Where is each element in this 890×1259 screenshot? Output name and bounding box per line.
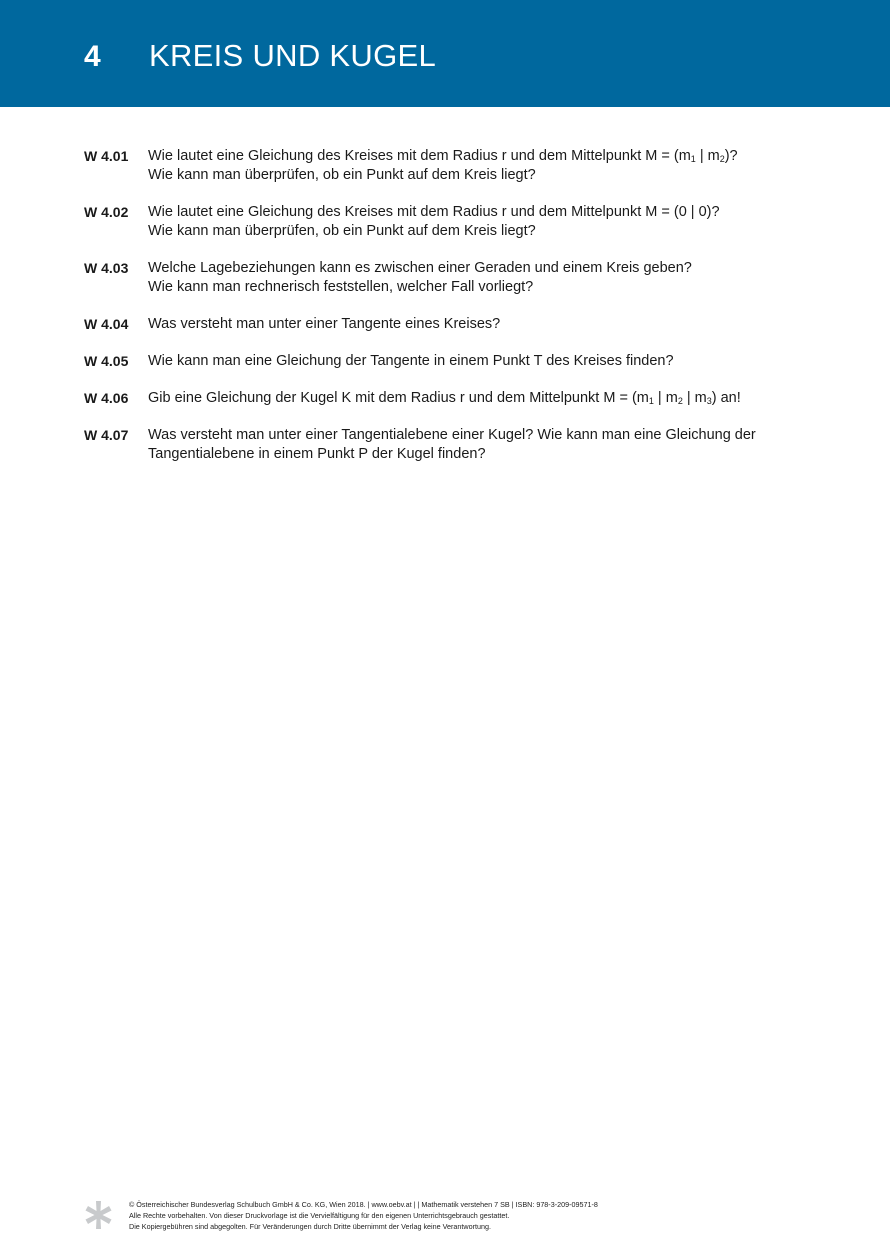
subscript: 3 [706, 396, 712, 406]
subscript: 1 [690, 154, 696, 164]
question-text-part: ) an! [711, 390, 741, 406]
question-line-2: Wie kann man überprüfen, ob ein Punkt auf dem Kreis liegt? [148, 166, 536, 183]
question-text [148, 315, 788, 334]
question-line-2: Wie kann man überprüfen, ob ein Punkt auf dem Kreis liegt? [148, 222, 536, 239]
question-text [148, 352, 788, 371]
chapter-title: KREIS UND KUGEL [149, 38, 437, 73]
question-text [148, 147, 788, 184]
question-text-part: )? [724, 148, 738, 164]
subscript: 2 [719, 154, 725, 164]
footer-line-1: © Österreichischer Bundesverlag Schulbuch GmbH & Co. KG, Wien 2018. | www.oebv.at | | Mathematik verstehen 7 SB | ISBN: 978-3-209-09571-8 [129, 1200, 598, 1209]
question-line-1 [148, 389, 788, 408]
publisher-logo-icon [82, 1200, 114, 1232]
question-line-2: Wie kann man rechnerisch feststellen, welcher Fall vorliegt? [148, 278, 534, 295]
question-text-part: | m [682, 390, 707, 406]
question-id: W 4.04 [84, 316, 129, 332]
question-text [148, 259, 788, 296]
question-line-1: Wie kann man eine Gleichung der Tangente in einem Punkt T des Kreises finden? [148, 353, 674, 369]
question-id: W 4.02 [84, 204, 129, 220]
footer-line-3: Die Kopiergebühren sind abgegolten. Für Veränderungen durch Dritte übernimmt der Verlag keine Verantwortung. [129, 1222, 491, 1231]
question-text [148, 426, 788, 463]
question-text [148, 389, 788, 408]
question-line-1: Welche Lagebeziehungen kann es zwischen einer Geraden und einem Kreis geben? [148, 260, 692, 276]
question-id: W 4.03 [84, 260, 129, 276]
question-line-1: Wie lautet eine Gleichung des Kreises mit dem Radius r und dem Mittelpunkt M = (0 | 0)? [148, 204, 720, 220]
question-text-part: Wie lautet eine Gleichung des Kreises mit dem Radius r und dem Mittelpunkt M = (m [148, 148, 691, 164]
subscript: 1 [648, 396, 654, 406]
question-line-2: Tangentialebene in einem Punkt P der Kugel finden? [148, 445, 486, 462]
footer-copyright [129, 1199, 598, 1232]
footer-line-2: Alle Rechte vorbehalten. Von dieser Druckvorlage ist die Vervielfältigung für den eigenen Unterrichtsgebrauch gestattet. [129, 1211, 510, 1220]
question-text-part: Gib eine Gleichung der Kugel K mit dem Radius r und dem Mittelpunkt M = (m [148, 390, 649, 406]
subscript: 2 [677, 396, 683, 406]
question-id: W 4.01 [84, 148, 129, 164]
chapter-number: 4 [84, 40, 101, 73]
question-line-1 [148, 147, 788, 166]
question-id: W 4.05 [84, 353, 129, 369]
question-id: W 4.07 [84, 427, 129, 443]
question-line-1: Was versteht man unter einer Tangente eines Kreises? [148, 316, 501, 332]
question-id: W 4.06 [84, 390, 129, 406]
chapter-header [0, 0, 890, 107]
question-text-part: | m [653, 390, 678, 406]
question-text-part: | m [695, 148, 720, 164]
question-text [148, 203, 788, 240]
question-line-1: Was versteht man unter einer Tangentialebene einer Kugel? Wie kann man eine Gleichung der [148, 427, 756, 443]
